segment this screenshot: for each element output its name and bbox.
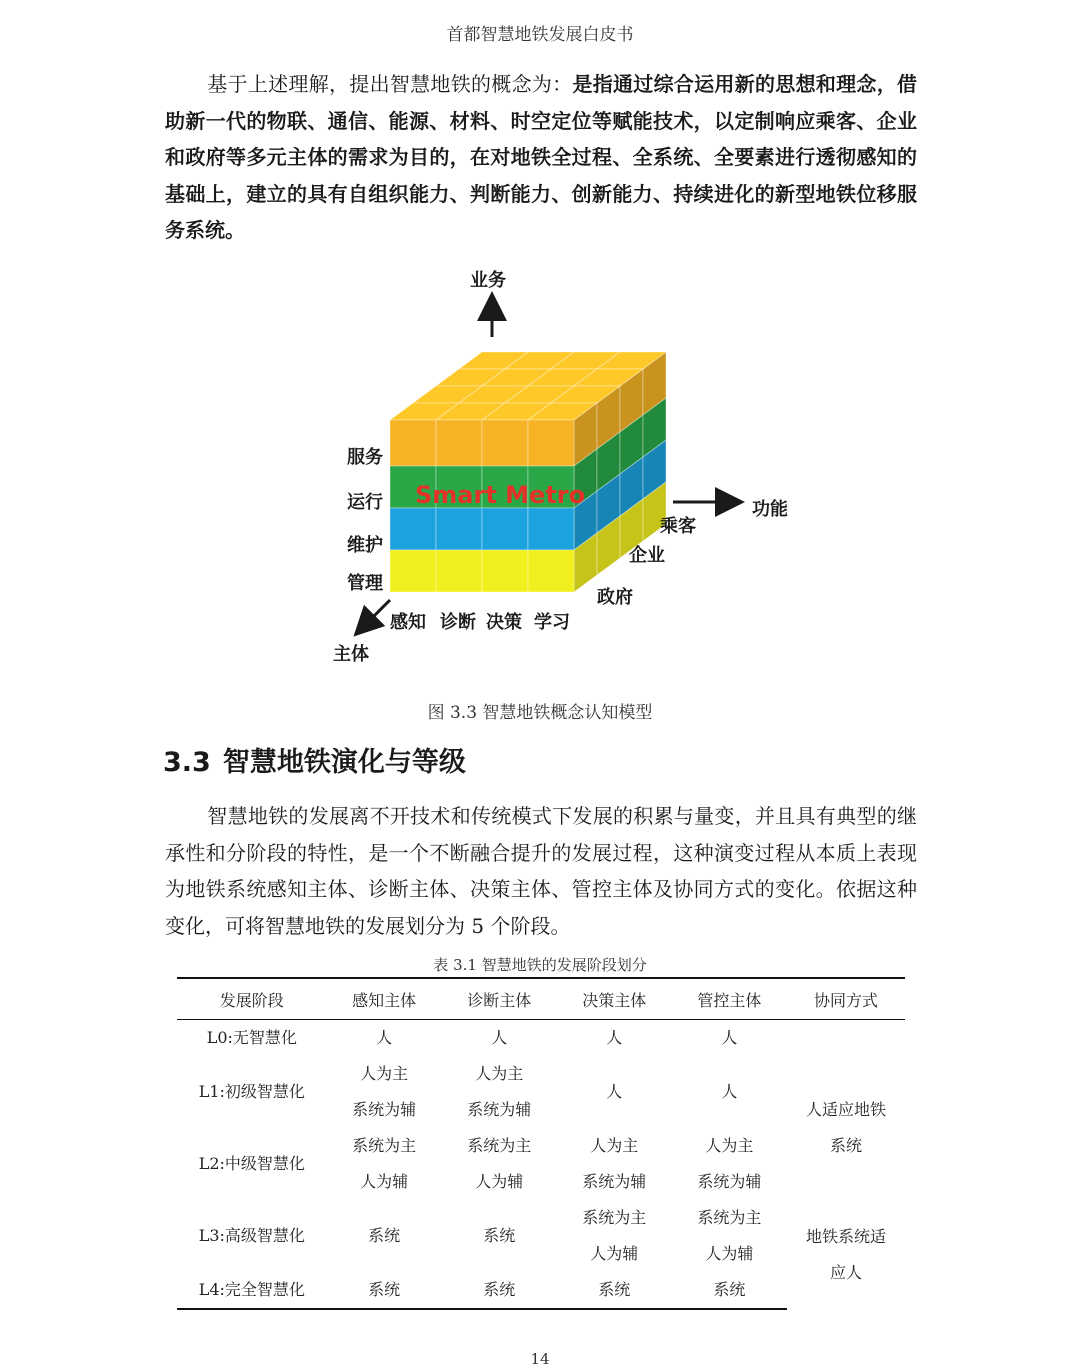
cell-decision bbox=[557, 1128, 672, 1200]
cell-perception-line: 系统为主 bbox=[352, 1136, 417, 1155]
cube-front-face-maintenance bbox=[390, 508, 436, 550]
table-body bbox=[177, 1020, 905, 1310]
section-heading bbox=[163, 740, 466, 779]
cube-front-face-maintenance bbox=[528, 508, 574, 550]
cell-diagnosis-line: 人为主 bbox=[475, 1064, 524, 1083]
axis-subject-arrow bbox=[364, 600, 390, 626]
cell-perception-line: 人为主 bbox=[360, 1064, 409, 1083]
cell-stage: L2:中级智慧化 bbox=[198, 1154, 305, 1173]
section-number: 3.3 bbox=[163, 747, 211, 778]
cell-control bbox=[672, 1272, 787, 1309]
cell-perception-line: 系统 bbox=[368, 1226, 401, 1245]
column-label-diagnosis: 诊断 bbox=[440, 612, 476, 633]
running-header: 首都智慧地铁发展白皮书 bbox=[446, 25, 634, 45]
cell-diagnosis-line: 系统为辅 bbox=[467, 1100, 532, 1119]
axis-subject-label: 主体 bbox=[333, 644, 369, 665]
smart-metro-overlay-text: Smart Metro bbox=[415, 481, 586, 509]
cell-perception-line: 人 bbox=[376, 1028, 393, 1047]
cell-control-line: 人为主 bbox=[705, 1136, 754, 1155]
page-number: 14 bbox=[530, 1350, 550, 1368]
body-paragraph bbox=[165, 798, 917, 944]
body-paragraph-text: 智慧地铁的发展离不开技术和传统模式下发展的积累与量变，并且具有典型的继承性和分阶段的特性，是一个不断融合提升的发展过程，这种演变过程从本质上表现为地铁系统感知主体、诊断主体、决策主体、管控主体及协同方式的变化。依据这种变化，可将智慧地铁的发展划分为 5 个阶段。 bbox=[165, 804, 917, 938]
cell-control-line: 人为辅 bbox=[705, 1244, 754, 1263]
cell-diagnosis-line: 人 bbox=[491, 1028, 508, 1047]
cube bbox=[390, 352, 666, 592]
layer-label-service: 服务 bbox=[347, 447, 383, 468]
intro-paragraph bbox=[165, 66, 917, 249]
cell-diagnosis-line: 系统 bbox=[483, 1280, 516, 1299]
cell-stage: L4:完全智慧化 bbox=[177, 1272, 327, 1309]
cell-control bbox=[672, 1056, 787, 1128]
cell-perception-line: 人为辅 bbox=[360, 1172, 409, 1191]
cell-control-line: 系统为主 bbox=[697, 1208, 762, 1227]
cell-coordination-line: 系统 bbox=[829, 1136, 862, 1155]
table-row bbox=[177, 1200, 905, 1272]
layer-label-operation: 运行 bbox=[347, 492, 383, 513]
intro-definition: 是指通过综合运用新的思想和理念，借助新一代的物联、通信、能源、材料、时空定位等赋能技术，以定制响应乘客、企业和政府等多元主体的需求为目的，在对地铁全过程、全系统、全要素进行透彻感知的基础上，建立的具有自组织能力、判断能力、创新能力、持续进化的新型地铁位移服务系统。 bbox=[165, 72, 918, 242]
table-caption: 表 3.1 智慧地铁的发展阶段划分 bbox=[433, 956, 647, 974]
cell-diagnosis-line: 系统 bbox=[483, 1226, 516, 1245]
axis-function-label: 功能 bbox=[752, 499, 788, 520]
cube-front-face-service bbox=[528, 420, 574, 466]
cell-decision-line: 系统为主 bbox=[582, 1208, 647, 1227]
cube-front-face-service bbox=[436, 420, 482, 466]
header-coordination: 协同方式 bbox=[787, 978, 905, 1020]
cell-perception bbox=[327, 1020, 442, 1057]
cell-diagnosis bbox=[442, 1200, 557, 1272]
cell-perception bbox=[327, 1200, 442, 1272]
header-stage: 发展阶段 bbox=[177, 978, 327, 1020]
header-control: 管控主体 bbox=[672, 978, 787, 1020]
cube-front-face-management bbox=[390, 550, 436, 592]
cell-stage: L0:无智慧化 bbox=[206, 1028, 297, 1047]
column-label-decision: 决策 bbox=[486, 612, 522, 633]
side-label-passenger: 乘客 bbox=[660, 516, 696, 537]
cell-control-line: 系统为辅 bbox=[697, 1172, 762, 1191]
cell-decision-line: 系统为辅 bbox=[582, 1172, 647, 1191]
cell-decision-line: 人 bbox=[606, 1082, 623, 1101]
cell-diagnosis-line: 系统为主 bbox=[467, 1136, 532, 1155]
cell-decision bbox=[557, 1200, 672, 1272]
cube-front-face-service bbox=[390, 420, 436, 466]
cell-diagnosis bbox=[442, 1056, 557, 1128]
table-row bbox=[177, 1056, 905, 1128]
cell-stage: L1:初级智慧化 bbox=[198, 1082, 305, 1101]
cell-diagnosis-line: 人为辅 bbox=[475, 1172, 524, 1191]
cube-front-face-maintenance bbox=[482, 508, 528, 550]
table-header-row bbox=[177, 978, 905, 1020]
cell-decision-line: 人为主 bbox=[590, 1136, 639, 1155]
cell-perception bbox=[327, 1056, 442, 1128]
cell-perception bbox=[327, 1128, 442, 1200]
smart-metro-cube-figure bbox=[320, 262, 800, 672]
cell-perception-line: 系统为辅 bbox=[352, 1100, 417, 1119]
cube-front-face-service bbox=[482, 420, 528, 466]
cell-coordination-line: 地铁系统适 bbox=[805, 1226, 886, 1246]
cell-coordination bbox=[787, 1056, 905, 1200]
cell-control bbox=[672, 1200, 787, 1272]
cell-perception bbox=[327, 1272, 442, 1309]
cell-perception-line: 系统 bbox=[368, 1280, 401, 1299]
cube-diagram bbox=[320, 262, 800, 672]
cell-decision bbox=[557, 1272, 672, 1309]
cell-coordination-line: 人适应地铁 bbox=[805, 1100, 886, 1119]
cell-decision bbox=[557, 1056, 672, 1128]
table-row bbox=[177, 1020, 905, 1057]
column-label-perception: 感知 bbox=[390, 612, 426, 633]
cell-coordination-empty bbox=[787, 1020, 905, 1057]
side-label-government: 政府 bbox=[597, 587, 633, 608]
layer-label-maintenance: 维护 bbox=[347, 535, 383, 556]
cell-control bbox=[672, 1128, 787, 1200]
cell-diagnosis bbox=[442, 1128, 557, 1200]
cell-control-line: 人 bbox=[721, 1082, 738, 1101]
cell-diagnosis bbox=[442, 1272, 557, 1309]
cell-decision-line: 系统 bbox=[598, 1280, 631, 1299]
cell-decision-line: 人 bbox=[606, 1028, 623, 1047]
header-decision: 决策主体 bbox=[557, 978, 672, 1020]
intro-lead: 基于上述理解，提出智慧地铁的概念为： bbox=[207, 72, 573, 96]
cell-control-line: 人 bbox=[721, 1028, 738, 1047]
section-title-text: 智慧地铁演化与等级 bbox=[222, 747, 466, 778]
header-perception: 感知主体 bbox=[327, 978, 442, 1020]
cell-control bbox=[672, 1020, 787, 1057]
cell-decision bbox=[557, 1020, 672, 1057]
cell-stage: L3:高级智慧化 bbox=[198, 1226, 305, 1245]
side-label-enterprise: 企业 bbox=[629, 545, 665, 566]
cube-front-face-management bbox=[482, 550, 528, 592]
cube-front-face-maintenance bbox=[436, 508, 482, 550]
column-label-learning: 学习 bbox=[534, 612, 570, 633]
cell-diagnosis bbox=[442, 1020, 557, 1057]
cell-control-line: 系统 bbox=[713, 1280, 746, 1299]
cell-coordination bbox=[787, 1200, 905, 1309]
cell-coordination-line: 应人 bbox=[829, 1262, 862, 1282]
cube-front-face-management bbox=[436, 550, 482, 592]
header-diagnosis: 诊断主体 bbox=[442, 978, 557, 1020]
stage-table bbox=[177, 977, 905, 1310]
cell-decision-line: 人为辅 bbox=[590, 1244, 639, 1263]
axis-business-label: 业务 bbox=[470, 270, 506, 291]
cube-front-face-management bbox=[528, 550, 574, 592]
layer-label-management: 管理 bbox=[347, 573, 383, 594]
figure-caption: 图 3.3 智慧地铁概念认知模型 bbox=[427, 703, 653, 723]
